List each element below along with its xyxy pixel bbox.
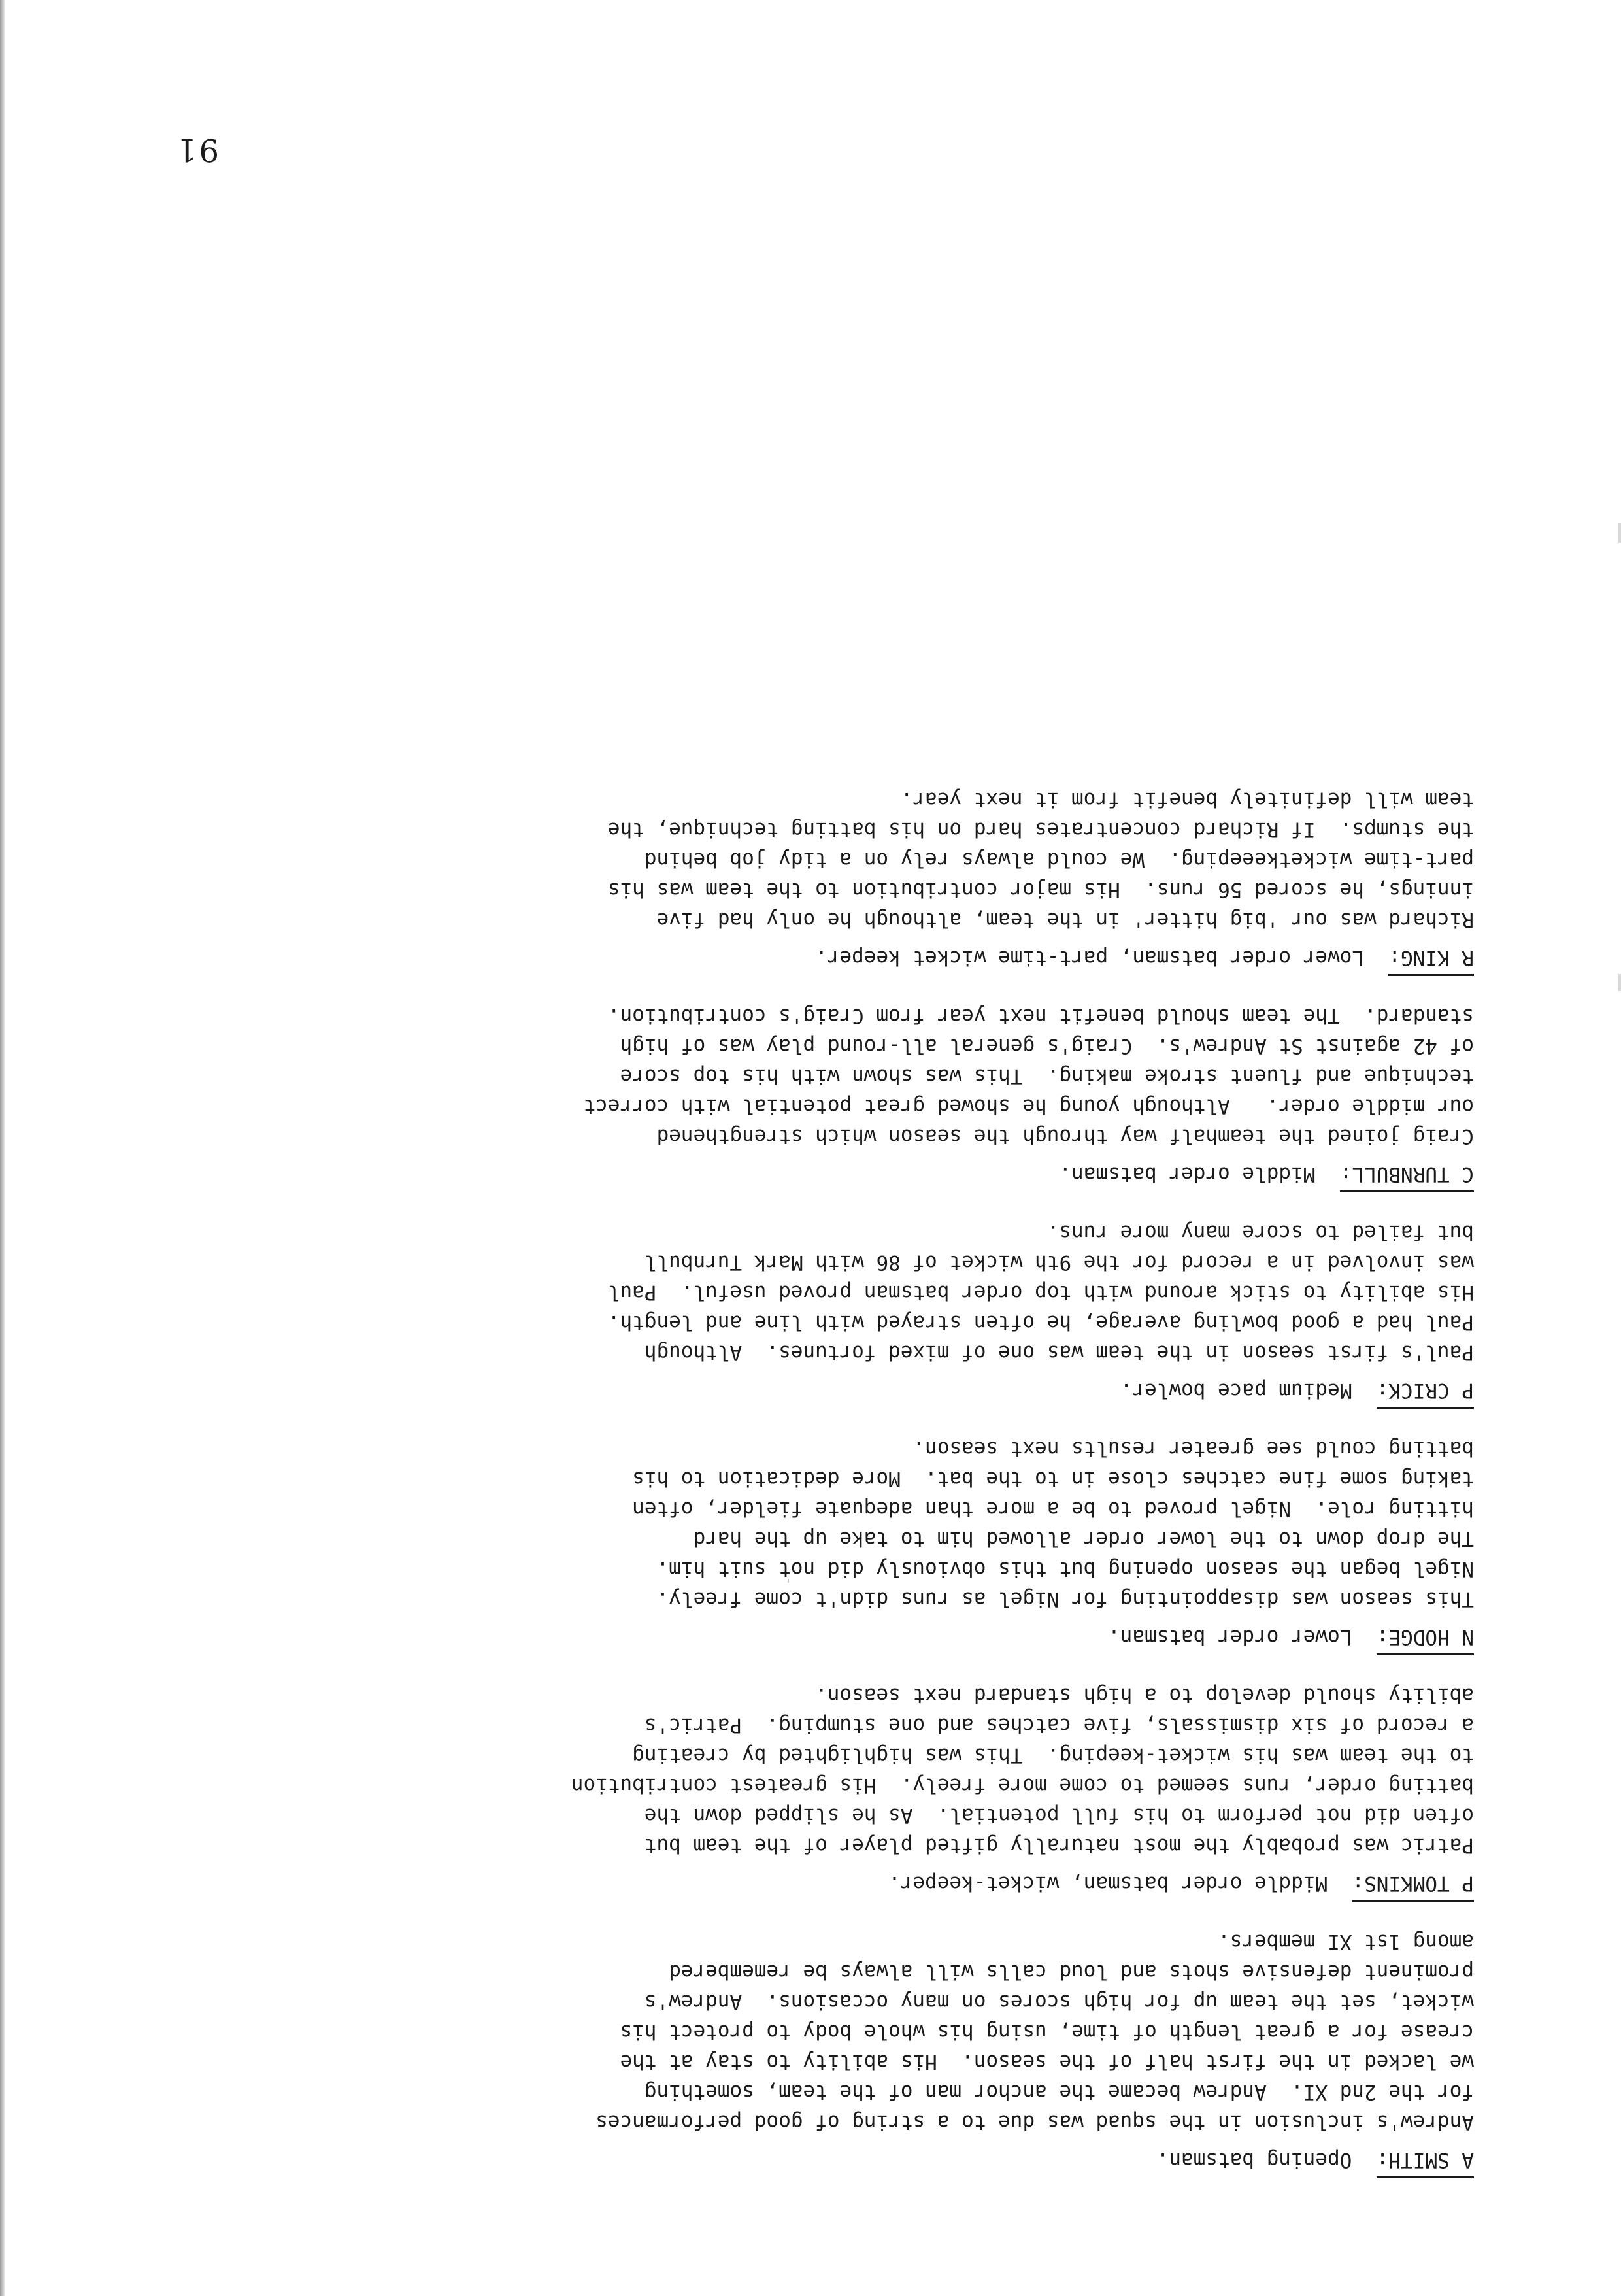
paragraph-line: Paul's first season in the team was one of mixed fortunes. Although [644,1341,1474,1364]
player-review [199,1434,1474,1655]
player-role: Middle order batsman, wicket-keeper. [888,1872,1328,1895]
paragraph-line: batting order, runs seemed to come more freely. His greatest contribution [571,1774,1474,1797]
paragraph-line: our middle order. Although young he showed great potential with correct [583,1094,1474,1118]
player-role: Opening batsman. [1156,2148,1352,2172]
player-reviews [199,760,1474,2178]
paragraph-line: team will definitely benefit from it next year. [900,788,1474,811]
page-number: 91 [175,131,219,168]
paragraph-line: This season was disappointing for Nigel as runs didn't come freely. [656,1587,1474,1611]
paragraph-line: often did not perform to his full potential. As he slipped down the [644,1804,1474,1827]
paragraph-line: Patric was probably the most naturally gifted player of the team but [644,1834,1474,1857]
paragraph-line: ability should develop to a high standard next season. [815,1683,1474,1707]
player-role: Lower order batsman. [1108,1625,1352,1649]
paragraph-line: crease for a great length of time, using his whole body to protect his [620,2020,1474,2044]
paragraph-line: standard. The team should benefit next year from Craig's contribution. [607,1004,1474,1028]
paragraph-line: His ability to stick around with top order batsman proved useful. Paul [607,1281,1474,1304]
paragraph-line: taking some fine catches close in to the bat. More dedication to his [632,1467,1474,1491]
paragraph-line: among 1st XI members. [1218,1930,1474,1953]
paragraph-line: of 42 against St Andrew's. Craig's general all-round play was of high [620,1034,1474,1058]
player-review-paragraph [199,1434,1474,1614]
player-name: P TOMKINS: [1352,1868,1474,1902]
paragraph-line: Richard was our 'big hitter' in the team, although he only had five [656,908,1474,932]
player-heading [199,1622,1474,1655]
paragraph-line: batting could see greater results next season. [912,1437,1474,1460]
player-review [199,785,1474,976]
player-review [199,1001,1474,1192]
player-name: A SMITH: [1377,2145,1474,2178]
paragraph-line: hitting role. Nigel proved to be a more than adequate fielder, often [632,1497,1474,1521]
player-review-paragraph [199,1217,1474,1368]
player-heading [199,1868,1474,1902]
paragraph-line: but failed to score many more runs. [1046,1221,1474,1244]
paragraph-line: The drop down to the lower order allowed him to take up the hard [693,1527,1474,1551]
player-heading [199,1159,1474,1192]
paragraph-line: we lacked in the first half of the season. His ability to stay at the [620,2050,1474,2074]
paragraph-line: was involved in a record for the 9th wicket of 86 with Mark Turnbull [644,1251,1474,1274]
paragraph-line: technique and fluent stroke making. This was shown with his top score [620,1064,1474,1088]
paragraph-line: Andrew's inclusion in the squad was due to a string of good performances [595,2110,1474,2134]
player-review [199,1217,1474,1409]
paragraph-line: the stumps. If Richard concentrates hard on his batting technique, the [607,818,1474,841]
player-review [199,1680,1474,1902]
player-review-paragraph [199,785,1474,935]
player-review-paragraph [199,1927,1474,2137]
player-role: Medium pace bowler. [1120,1379,1352,1402]
paragraph-line: a record of six dismissals, five catches and one stumping. Patric's [644,1714,1474,1737]
paragraph-line: innings, he scored 56 runs. His major contribution to the team was his [607,878,1474,902]
player-heading [199,943,1474,976]
player-name: P CRICK: [1377,1376,1474,1409]
paragraph-line: Craig joined the teamhalf way through the season which strengthened [656,1124,1474,1148]
player-role: Lower order batsman, part-time wicket keeper. [815,946,1365,970]
player-name: R KING: [1388,943,1474,976]
player-heading [199,2145,1474,2178]
paragraph-line: prominent defensive shots and loud calls will always be remembered [669,1960,1474,1984]
paragraph-line: Nigel began the season opening but this obviously did not suit him. [656,1557,1474,1581]
player-review-paragraph [199,1680,1474,1861]
paragraph-line: for the 2nd XI. Andrew became the anchor man of the team, something [644,2080,1474,2104]
player-role: Middle order batsman. [1059,1162,1316,1186]
player-heading [199,1376,1474,1409]
paragraph-line: to the team was his wicket-keeping. This was highlighted by creating [632,1744,1474,1767]
player-review [199,1927,1474,2178]
player-name: C TURNBULL: [1340,1159,1474,1192]
paragraph-line: part-time wicketkeeeping. We could always rely on a tidy job behind [644,848,1474,871]
player-name: N HODGE: [1377,1622,1474,1655]
paragraph-line: Paul had a good bowling average, he often strayed with line and length. [607,1311,1474,1334]
paragraph-line: wicket, set the team up for high scores on many occasions. Andrew's [644,1990,1474,2014]
player-review-paragraph [199,1001,1474,1151]
